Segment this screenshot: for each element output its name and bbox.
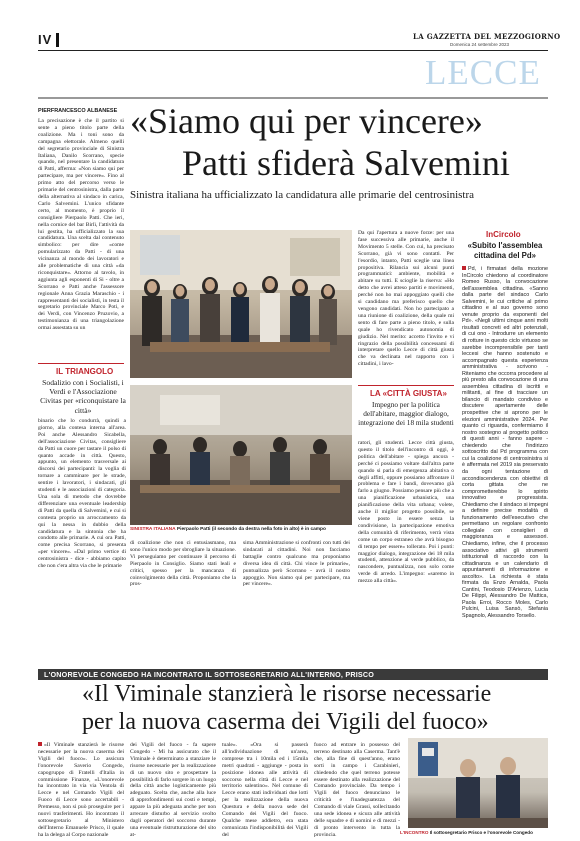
meeting-photo-caption [400,830,550,836]
sidebar-bullet [462,266,466,270]
sidebar-body-text: Pd, i firmatari della mozione InCircolo chiedono al coordinatore Romeo Russo, la convocazione dell'assemblea cittadina. «Sanno dalla parte del sindaco Carlo Salvemini, le cui critiche al primo cittadino e al suo governo sono venute proprio da esponenti del Pd». «Negli ultimi cinque anni molti risultati concreti ed altri potenziali, di cui ono - Introdurre un elemento di rotture in questo ciclo virtuoso se sarebbe incomprensibile per tanti leccesi che hanno sostenuto e accompagnato questa esperienza amministrativa - scrivono - Riteniamo che occorra procedere al più presto alla convocazione di una assemblea cittadina di iscritti e militanti, al fine di tracciare un bilancio di mandato condiviso e discutere apertamente delle prospettive che si aprono per le elezioni amministrative 2024. Per quanto ci riguarda, confermiamo il nostro sostegno al progetto politico di questi anni - fanno sapere - chiedendo che l'indirizzo sottoscritto dal Pd programma con cui la coalizione di centrosinistra si è affermata nel 2019 sia preservato da ogni tentazione di accondiscendenza con obiettivi di corta gittata che ne comprometterebbe lo spirito innovativo e progressista. Chiediamo che il sindaco si impegni a definire precise modalità di funzionamento dell'esecutivo che permettano un regolare confronto collegiale con consiglieri di maggioranza e assessori. Chiediamo, infine, che il processo associativo attivi gli strumenti istituzionali di raccordo con la cittadinanza e un calendario di appuntamenti di informazione e ascolto». La richiesta è stata firmata da Enzo Arnalda, Paola Cantini, Teodosio D'Arienzo, Lucia De Filippi, Alessandro De Mattica, Paola Erroi, Rocco Moles, Carlo Pulcini, Luisa Sansò, Stefania Spagnolo, Alessandro Torsello. [462,266,548,619]
article-column-3c: sima Amministrazione si confronti con tutti dei sindacati al cittadini. Noi non facciamo battaglie contro qualcuno ma proponiamo diversa idea di città. Chi vince le primarie», puntualizza però Scorrano - avrà il nostro appoggio. Non siamo qui per partecipare, ma per vincere». [243,540,350,588]
newspaper-name: LA GAZZETTA DEL MEZZOGIORNO [413,32,561,41]
lower-bullet [38,742,42,746]
main-title-line2: Patti sfiderà Salvemini [182,143,510,183]
photo-caption-label: SINISTRA ITALIANA [130,527,176,532]
lower-title-line2: per la nuova caserma dei Vigili del fuoco» [82,709,489,735]
main-subtitle: Sinistra italiana ha ufficializzato la candidatura alle primarie del centrosinistra [130,189,475,201]
sidebar-body [462,266,548,662]
meeting-caption-label: L'INCONTRO [400,830,429,835]
triangolo-kicker: IL TRIANGOLO [56,367,114,376]
photo-caption [130,527,370,533]
article-column-1: La precisazione è che il partito si sente a pieno titolo parte della coalizione. Ma i toni sono da campagna elettorale. Almeno quelli del segretario provinciale di Sinistra Italiana, Danilo Scorrano, specie quando, nel presentare la candidatura di Patti, afferma: «Non siamo qui per partecipare, ma per vincere». Fino al primo atto del percorso verso le primarie del centrosinistra, dalla parte della alternativa al sindaco in carica, Carlo Salvemini. L'unico sfidante certo, al momento, è proprio il consigliere Pierpaolo Patti. Che ieri, nella cornice del bar Birlì, l'attività da lui gestita, ha ufficializzato la sua candidatura. Una scelta dal contenuto simbolico: per dire «come pomularizzato da Patti - di una vicinanza al mondo dei lavoratori e alle problematiche di una città «da riconquistare». Attorno al tavolo, in aggiunta agli esponenti di Si - oltre a Scorrano e Patti anche l'assessore regionale Anna Grazia Maraschio - i rappresentanti dei socialisti, in testa il segretario provinciale Marco Poti, e dei Verdi, con Vincenzo Pruzovio, a testimonianza di una triangolazione ormai assestata su un [38,118,124,332]
lower-column-3: tuale». «Ora si passerà all'individuazione di un'area, comprese tra i 10mila ed i 15mila metri quadrati - aggiunge - posta in posizione idonea alle attività di soccorso nella città di Lecce e nel territorio salentino». Nel comune di Lecce erano stati individuati due lotti per la realizzazione della nuova Questura e della nuova sede del Comando dei Vigili del fuoco. Qualche mese addietro, era stata comunicata l'indisponibilità dei Vigili del [222,742,308,837]
sidebar-kicker: InCircolo [486,230,521,239]
meeting-caption-text: Il sottosegretario Prisco e l'onorevole Congedo [429,830,533,835]
article-column-3: binario che lo condurrà, quindi a giorno, alla contesa interna all'area. Poi anche Alessandro Sicabella, dell'associazione Civitas, consigliere da Patti un cuore per tastare il polso di quanto accade in città. Questo, appunto, un elemento trasversale ai discorsi dei partecipanti: la voglia di tornare a camminare per le strade, sentire i lavoratori, i sindacati, gli studenti e le associazioni di categoria. Una sola di metodo che dovrebbe differenziare una eventuale leadership di Patti da quella di Salvemini, e cui si contesta proprio un arroccamento da qui la nessa in dubbio della candidatura e la sintonia che ha condotto alle primarie. A cui ora Patti, come precisa Scorrano, si presenta «per vincere». «Dal primo vertice di centrosinistra - dice - abbiamo capito che non c'era altra via che le primarie [38,418,126,570]
lower-column-4: fuoco ad entrare in possesso del terreno destinato alla Caserma. Tant'è che, alla fine di quest'anno, erano sorti in campo i Carabinieri, chiedendo che quel terreno potesse essere destinato alla realizzazione del Comando provinciale. Da tempo i Vigili del fuoco denunciano le criticità e l'inadeguatezza del Comando di viale Grassi, sollecitando una sede idonea e sicura alle attività delle squadre e di uomini e di mezzi - di pronto intervento in tutta la provincia. [314,742,400,837]
lower-column-1-text: «Il Viminale stanzierà le risorse necessarie per la nuova caserma dei Vigili del fuoco». Lo assicura l'onorevole Saverio Congedo, capogruppo di Fratelli d'Italia in commissione Finanze, «L'onorevole ha incontrato in via via Ventola di Lecce e nel Comando Vigili del Fuoco di Lecce sono accertabili - Premesso, non si può proseguire per i nuovi trasferimenti. Ho incontrato il sottosegretario al Ministero dell'Interno Emanuele Prisco, il quale ha la delega al Corpo nazionale [38,742,124,837]
meeting-photo [408,738,548,828]
lower-title-line1: «Il Viminale stanzierà le risorse necessarie [82,681,492,707]
section-title: LECCE [425,53,541,92]
citta-giusta-headline: Impegno per la politica dell'abitare, maggior dialogo, integrazione dei 18 mila studenti [358,400,454,427]
issue-date: Domenica 24 settembre 2023 [450,42,510,47]
lower-kicker: L'ONOREVOLE CONGEDO HA INCONTRATO IL SOTTOSEGRETARIO ALL'INTERNO, PRISCO [44,670,375,679]
group-photo [130,230,352,378]
citta-giusta-kicker: LA «CITTÀ GIUSTA» [370,389,447,398]
article-column-2: Da qui l'apertura a nuove forze: per una fase successiva alle primarie, anche il Movimento 5 stelle. Con cui, ha precisato Scorrano, già vi sono contatti. Per l'esordio, intanto, Patti sceglie una linea propositiva. Rilancia sui alcuni punti programmatici: ambiente, mobilità e abitare su tutti. E scioglie la riserva: «Ho detto che avrei atteso partiti e movimenti, perché non ho mai appoggiato quelli che si candidano ma preferisco quello che vengono candidati. Non ho partecipato a una riunione di coalizione, della quale mi sento di fare parte a pieno titolo, e sulla quale ho rivendicato autonomia di giudizio. Nel merito: accetto l'invito e vi ringrazio della possibilità concessami di interpretare quello Lecce di città giusta che va declinata nel rapporto con i cittadini, i lavo- [358,230,454,368]
main-title-line1: «Siamo qui per vincere» [130,101,483,141]
author-byline: PIERFRANCESCO ALBANESE [38,108,118,114]
page-number: IV [38,32,53,47]
lower-column-2: dei Vigili del fuoco - fa sapere Congedo - Mi ha assicurato che il Viminale è determinato a stanziare le risorse necessarie per la realizzazione di un nuovo sito e prospettare la possibilità di farlo sorgere in un luogo della città anche logisticamente più adeguato. Scelta che, anche alla luce di approfondimenti sui costi e tempi, appare la più adeguata anche per non arrecare disturbo al servizio svolto dagli operatori del soccorso durante una eventuale ristrutturazione del sito at- [130,742,216,837]
photo-caption-text: Pierpaolo Patti (il secondo da destra nella foto in alto) è in campo [176,527,326,532]
page-number-bar [56,33,59,47]
article-column-2b: ratori, gli studenti. Lecce città giusta, questo il titolo dell'incontro di oggi, è politica dell'abitare - spiega ancora - perché ci possiamo voltare dall'altra parte quando si parla di emergenza abitativa o degli affitti, oppure possiamo affrontare il problema e fare i bandi, dovevamo già farlo a giugno. Possiamo pensare più che a una pianificazione urbanistica, una pianificazione della vita urbana; volete, anche il miglior progetto possibile, se viene posto in essere senza la condivisione, la partecipazione emotiva della comunità di riferimento, verrà vista come un corpo estraneo che avrà bisogno di tempo per essere» tollerato. Poi i punti: maggior dialogo, integrazione dei 18 mila studenti, attenzione al verde pubblico, da nascondere, puntualizza, non solo come verde di arredo. L'impegno: «saremo in mezzo alla città». [358,440,454,585]
sidebar-headline: «Subito l'assemblea cittadina del Pd» [467,241,543,260]
lower-column-1 [38,742,124,837]
article-column-3b: di coalizione che non ci entusiasmano, ma sono l'unico modo per sbrogliare la situazione. Vi perseguiamo per continuare il percorso di Pierpaolo in Consiglio. Siamo stati leali e critici, spesso per la mancanza di coinvolgimento della città. Proponiamo che la pros- [130,540,236,588]
triangolo-headline: Sodalizio con i Socialisti, i Verdi e l'Associazione Civitas per «riconquistare la città» [40,378,126,415]
cafe-photo [130,385,352,525]
